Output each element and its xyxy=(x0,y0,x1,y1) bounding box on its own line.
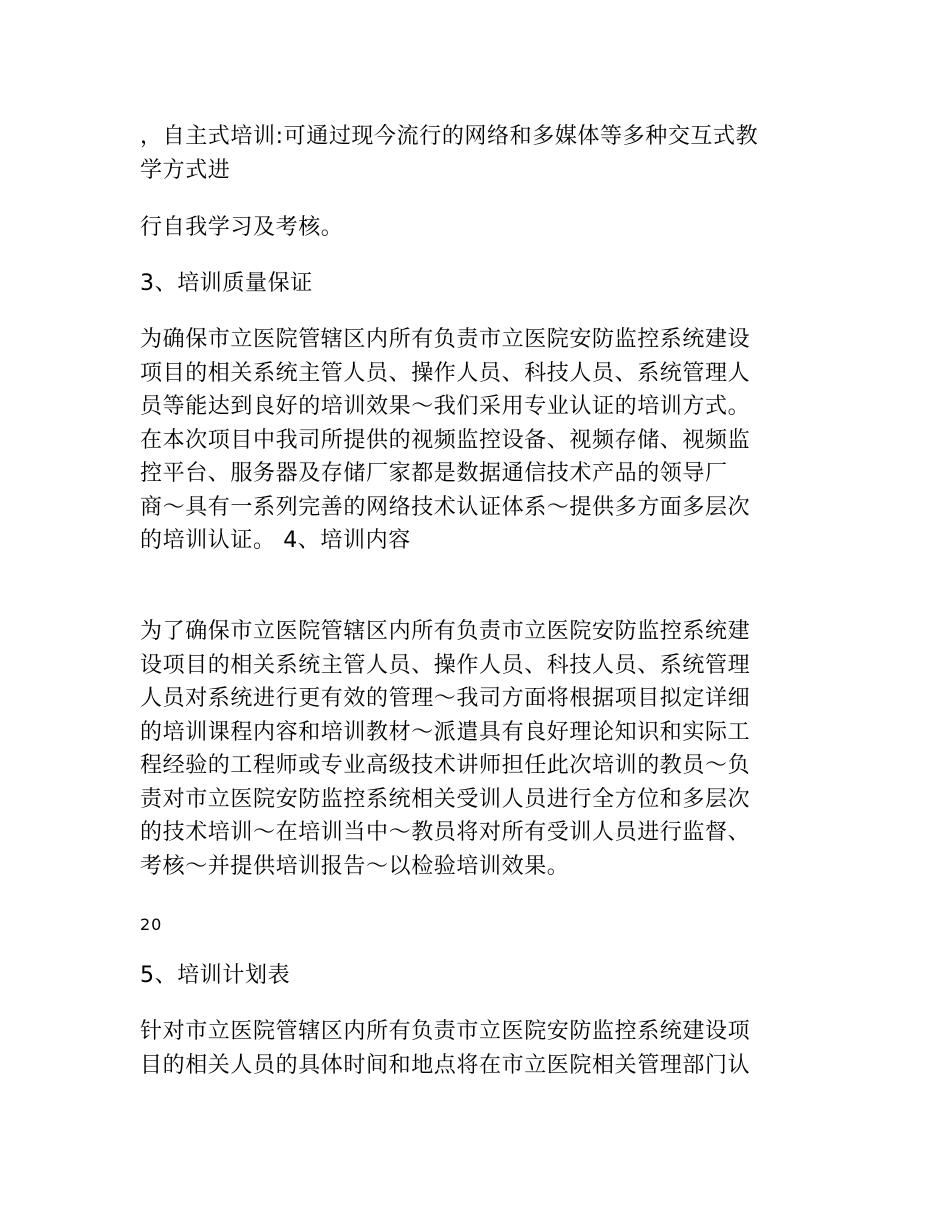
text-line: 在本次项目中我司所提供的视频监控设备、视频存储、视频监 xyxy=(140,427,751,453)
text-line: 学方式进 xyxy=(140,157,231,183)
text-line: 考核～并提供培训报告～以检验培训效果。 xyxy=(140,853,570,879)
paragraph-training-schedule xyxy=(140,1015,810,1082)
page-number-text: 20 xyxy=(140,915,163,934)
text-line: 行自我学习及考核。 xyxy=(140,215,344,240)
text-line: 的培训认证。 4、培训内容 xyxy=(140,528,411,553)
page-number xyxy=(140,908,810,941)
section-heading: 5、培训计划表 xyxy=(140,963,291,988)
heading-training-quality xyxy=(140,267,810,301)
section-heading: 3、培训质量保证 xyxy=(140,271,313,296)
text-line: 的技术培训～在培训当中～教员将对所有受训人员进行监督、 xyxy=(140,820,751,845)
text-line: 控平台、服务器及存储厂家都是数据通信技术产品的领导厂 xyxy=(140,461,728,486)
text-line: 针对市立医院管辖区内所有负责市立医院安防监控系统建设项 xyxy=(140,1019,751,1044)
text-line: 为了确保市立医院管辖区内所有负责市立医院安防监控系统建 xyxy=(140,619,751,644)
text-line: 人员对系统进行更有效的管理～我司方面将根据项目拟定详细 xyxy=(140,686,751,711)
paragraph-training-content xyxy=(140,615,810,883)
text-line: 员等能达到良好的培训效果～我们采用专业认证的培训方式。 xyxy=(140,394,751,419)
text-line: 项目的相关系统主管人员、操作人员、科技人员、系统管理人 xyxy=(140,360,751,386)
paragraph-training-quality xyxy=(140,323,810,558)
paragraph-self-training xyxy=(140,120,810,187)
text-line: 设项目的相关系统主管人员、操作人员、科技人员、系统管理 xyxy=(140,652,751,678)
text-line: 责对市立医院安防监控系统相关受训人员进行全方位和多层次 xyxy=(140,786,751,812)
text-line: 为确保市立医院管辖区内所有负责市立医院安防监控系统建设 xyxy=(140,327,751,352)
text-line: 程经验的工程师或专业高级技术讲师担任此次培训的教员～负 xyxy=(140,753,751,778)
text-line: ，自主式培训:可通过现今流行的网络和多媒体等多种交互式教 xyxy=(140,124,759,149)
text-line: 的培训课程内容和培训教材～派遣具有良好理论知识和实际工 xyxy=(140,719,751,745)
heading-training-schedule xyxy=(140,959,810,993)
text-line: 目的相关人员的具体时间和地点将在市立医院相关管理部门认 xyxy=(140,1052,751,1078)
text-line: 商～具有一系列完善的网络技术认证体系～提供多方面多层次 xyxy=(140,494,751,520)
paragraph-self-study xyxy=(140,211,810,245)
